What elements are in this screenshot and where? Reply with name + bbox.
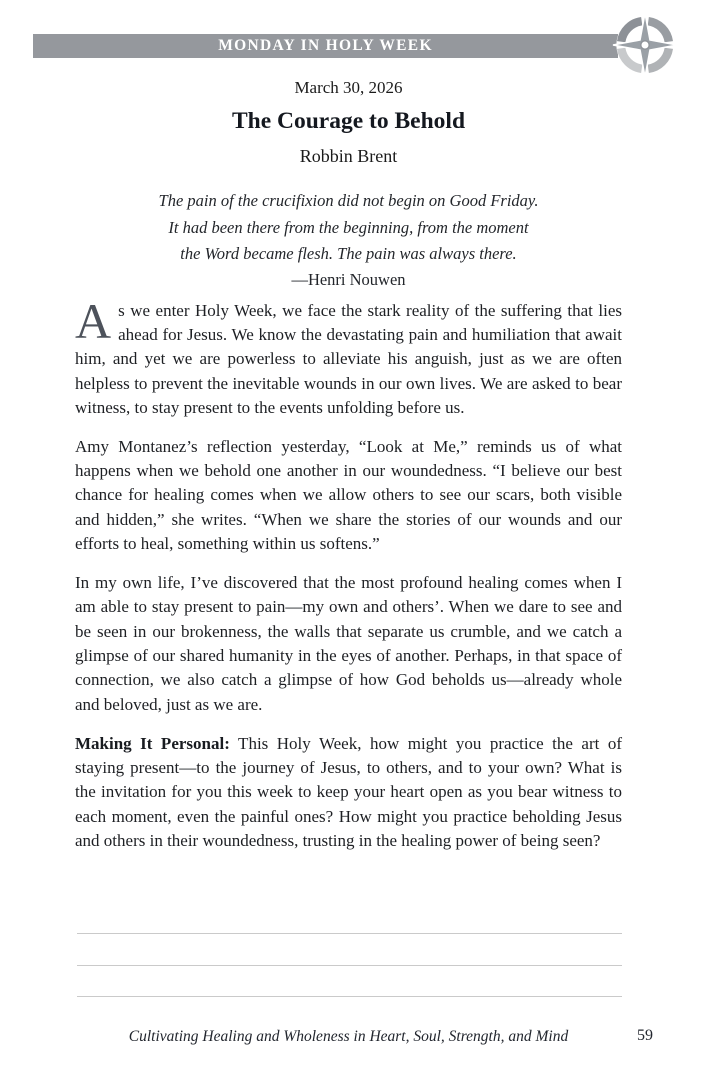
paragraph-text: This Holy Week, how might you practice the art of staying present—to the journey of Jesus, to others, and to your own? What is the invitation for you this week to keep your heart open as you bear witness to each moment, even the painful ones? How might you practice beholding Jesus and others in their woundedness, trusting in the healing power of being seen?: [75, 733, 622, 850]
page-number: 59: [637, 1027, 653, 1044]
paragraph: [75, 571, 622, 717]
epigraph-quote: [75, 188, 622, 292]
chapter-banner-title: MONDAY IN HOLY WEEK: [218, 37, 433, 54]
entry-date: March 30, 2026: [294, 78, 403, 97]
entry-title: The Courage to Behold: [231, 108, 466, 134]
page-content: [75, 78, 622, 853]
paragraph: [75, 732, 622, 854]
paragraph: [75, 435, 622, 557]
body-text: [75, 292, 622, 854]
paragraph: [75, 292, 622, 421]
journal-line: [77, 965, 622, 966]
drop-cap: A: [75, 292, 112, 349]
entry-author: Robbin Brent: [299, 146, 398, 166]
journal-line: [77, 996, 622, 997]
epigraph-attribution: —Henri Nouwen: [291, 269, 406, 289]
epigraph-line: the Word became flesh. The pain was always there.: [180, 244, 517, 263]
paragraph-text: Amy Montanez’s reflection yesterday, “Look at Me,” reminds us of what happens when we behold one another in our woundedness. “I believe our best chance for healing comes when we allow others to see our scars, both visible and hidden,” she writes. “When we share the stories of our wounds and our efforts to heal, something within us softens.”: [75, 436, 622, 554]
chapter-banner: [33, 34, 618, 58]
journal-lines: [77, 933, 622, 1028]
epigraph-line: It had been there from the beginning, from the moment: [168, 217, 529, 237]
epigraph-line: The pain of the crucifixion did not begin on Good Friday.: [158, 191, 539, 210]
paragraph-text: In my own life, I’ve discovered that the most profound healing comes when I am able to stay present to pain—my own and others’. When we dare to see and be seen in our brokenness, the walls that separate us crumble, and we catch a glimpse of our shared humanity in the eyes of another. Perhaps, in that space of connection, we also catch a glimpse of how God beholds us—already whole and beloved, just as we are.: [75, 572, 622, 714]
paragraph-text: s we enter Holy Week, we face the stark reality of the suffering that lies ahead for Jesus. We know the devastating pain and humiliation that await him, and yet we are powerless to alleviate his anguish, just as we are often helpless to prevent the inevitable wounds in our own lives. We are asked to bear witness, to stay present to the events unfolding before us.: [75, 300, 622, 417]
footer-tagline: Cultivating Healing and Wholeness in Heart, Soul, Strength, and Mind: [128, 1028, 569, 1045]
making-it-personal-label: Making It Personal:: [75, 733, 230, 753]
compass-icon: [610, 10, 680, 80]
journal-line: [77, 933, 622, 934]
